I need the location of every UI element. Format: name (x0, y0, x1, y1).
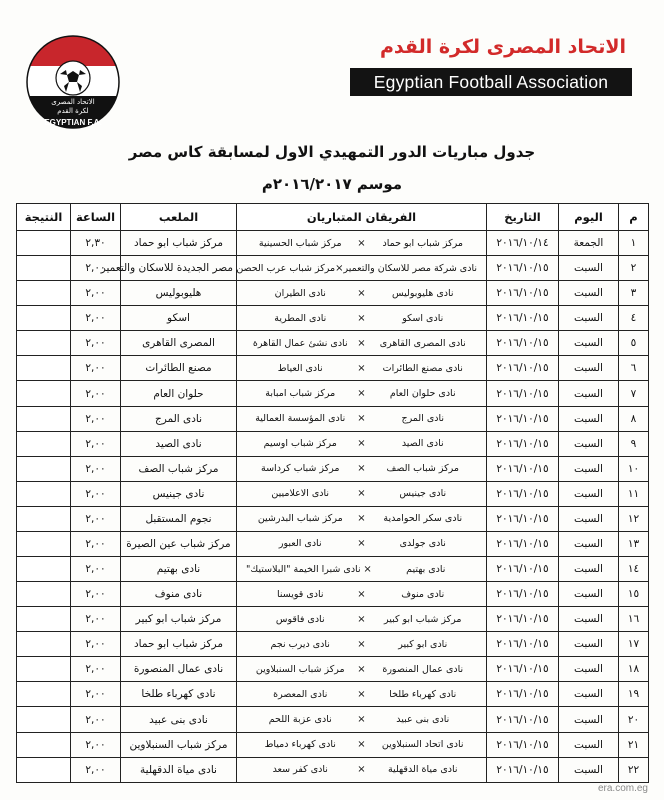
cell-result (17, 431, 71, 456)
cell-time: ٢,٠٠ (71, 657, 121, 682)
cell-time: ٢,٠٠ (71, 481, 121, 506)
table-row (17, 757, 649, 782)
cell-stadium: نادى جينيس (121, 481, 237, 506)
cell-date: ٢٠١٦/١٠/١٥ (487, 381, 559, 406)
cell-time: ٢,٠٠ (71, 431, 121, 456)
cell-num: ١٢ (619, 506, 649, 531)
cell-stadium: هليوبوليس (121, 281, 237, 306)
team-home: نادى اتحاد السنبلاوين (381, 739, 464, 751)
cell-day: السبت (559, 456, 619, 481)
table-row (17, 707, 649, 732)
cell-stadium: مركز شباب عين الصيرة (121, 531, 237, 556)
cell-day: السبت (559, 657, 619, 682)
team-away: نادى المؤسسة العمالية (255, 413, 346, 425)
cell-day: السبت (559, 481, 619, 506)
team-home: نادى عمال المنصورة (382, 663, 464, 675)
table-row (17, 607, 649, 632)
table-row (17, 231, 649, 256)
cell-day: السبت (559, 381, 619, 406)
team-away: مركز شباب السنبلاوين (255, 663, 345, 675)
cell-time: ٢,٠٠ (71, 682, 121, 707)
col-header-teams: الفريقان المتباريان (237, 204, 487, 231)
versus-separator: × (363, 563, 372, 575)
watermark: era.com.eg (597, 783, 648, 794)
cell-date: ٢٠١٦/١٠/١٥ (487, 632, 559, 657)
table-row (17, 406, 649, 431)
cell-stadium: اسكو (121, 306, 237, 331)
cell-day: السبت (559, 557, 619, 582)
versus-separator: × (357, 513, 366, 525)
cell-time: ٢,٠٠ (71, 406, 121, 431)
cell-teams (237, 256, 487, 281)
table-row (17, 356, 649, 381)
cell-day: السبت (559, 632, 619, 657)
cell-teams (237, 707, 487, 732)
matches-table (16, 203, 649, 783)
team-home: نادى هليوبوليس (391, 287, 454, 299)
cell-result (17, 607, 71, 632)
cell-date: ٢٠١٦/١٠/١٥ (487, 607, 559, 632)
team-home: نادى اسكو (402, 312, 444, 324)
cell-date: ٢٠١٦/١٠/١٤ (487, 231, 559, 256)
cell-day: السبت (559, 531, 619, 556)
cell-date: ٢٠١٦/١٠/١٥ (487, 481, 559, 506)
cell-date: ٢٠١٦/١٠/١٥ (487, 506, 559, 531)
team-away: نادى المعصرة (273, 688, 328, 700)
cell-date: ٢٠١٦/١٠/١٥ (487, 281, 559, 306)
cell-time: ٢,٠٠ (71, 331, 121, 356)
cell-time: ٢,٠٠ (71, 557, 121, 582)
cell-time: ٢,٠٠ (71, 506, 121, 531)
cell-num: ٢١ (619, 732, 649, 757)
versus-separator: × (357, 663, 366, 675)
versus-separator: × (357, 588, 366, 600)
cell-result (17, 657, 71, 682)
versus-separator: × (357, 538, 366, 550)
team-home: نادى شركة مصر للاسكان والتعمير (343, 262, 477, 274)
versus-separator: × (357, 688, 366, 700)
cell-teams (237, 531, 487, 556)
cell-day: السبت (559, 506, 619, 531)
cell-num: ٢٢ (619, 757, 649, 782)
cell-result (17, 707, 71, 732)
team-away: نادى المطرية (274, 312, 327, 324)
cell-teams (237, 356, 487, 381)
cell-num: ١٤ (619, 557, 649, 582)
cell-day: السبت (559, 707, 619, 732)
cell-teams (237, 431, 487, 456)
cell-stadium: حلوان العام (121, 381, 237, 406)
cell-result (17, 557, 71, 582)
team-away: مركز شباب عرب الحصن (236, 262, 336, 274)
efa-logo (14, 34, 132, 134)
cell-result (17, 732, 71, 757)
cell-time: ٢,٠٠ (71, 707, 121, 732)
versus-separator: × (357, 463, 366, 475)
team-away: نادى العياط (277, 362, 323, 374)
versus-separator: × (357, 312, 366, 324)
team-home: نادى جولدى (399, 538, 446, 550)
table-row (17, 331, 649, 356)
table-row (17, 506, 649, 531)
team-home: نادى المرج (401, 413, 445, 425)
team-away: مركز شباب كرداسة (261, 463, 340, 475)
document-title: جدول مباريات الدور التمهيدي الاول لمسابقة كاس مصر (128, 143, 536, 161)
cell-date: ٢٠١٦/١٠/١٥ (487, 582, 559, 607)
cell-day: السبت (559, 256, 619, 281)
versus-separator: × (357, 488, 366, 500)
cell-stadium: مركز شباب السنبلاوين (121, 732, 237, 757)
versus-separator: × (335, 262, 344, 274)
cell-time: ٢,٠٠ (71, 356, 121, 381)
cell-num: ٨ (619, 406, 649, 431)
team-home: نادى منوف (401, 588, 445, 600)
versus-separator: × (357, 438, 366, 450)
cell-teams (237, 732, 487, 757)
team-away: نادى شبرا الخيمة "البلاستيك" (246, 563, 361, 575)
team-away: نادى العبور (278, 538, 322, 550)
cell-result (17, 331, 71, 356)
cell-num: ٢٠ (619, 707, 649, 732)
cell-result (17, 231, 71, 256)
cell-teams (237, 456, 487, 481)
cell-num: ٤ (619, 306, 649, 331)
cell-num: ١٠ (619, 456, 649, 481)
team-away: مركز شباب الحسينية (258, 237, 342, 249)
versus-separator: × (357, 764, 366, 776)
col-header-date: التاريخ (487, 204, 559, 231)
team-away: نادى الطيران (274, 287, 326, 299)
cell-result (17, 582, 71, 607)
cell-date: ٢٠١٦/١٠/١٥ (487, 657, 559, 682)
team-home: نادى حلوان العام (389, 388, 456, 399)
cell-stadium: نادى منوف (121, 582, 237, 607)
cell-date: ٢٠١٦/١٠/١٥ (487, 757, 559, 782)
versus-separator: × (357, 237, 366, 249)
team-home: نادى المصرى القاهرى (379, 337, 466, 349)
cell-date: ٢٠١٦/١٠/١٥ (487, 331, 559, 356)
cell-time: ٢,٠٠ (71, 381, 121, 406)
cell-time: ٢,٣٠ (71, 231, 121, 256)
cell-day: السبت (559, 356, 619, 381)
cell-result (17, 506, 71, 531)
team-away: نادى كهرباء دمياط (264, 739, 336, 751)
team-away: مركز شباب اوسيم (263, 438, 337, 450)
versus-separator: × (357, 638, 366, 650)
cell-stadium: المصرى القاهرى (121, 331, 237, 356)
versus-separator: × (357, 337, 366, 349)
team-home: نادى بنى عبيد (396, 714, 450, 726)
cell-result (17, 281, 71, 306)
cell-date: ٢٠١٦/١٠/١٥ (487, 557, 559, 582)
versus-separator: × (357, 388, 366, 399)
cell-time: ٢,٠٠ (71, 256, 121, 281)
team-away: نادى فاقوس (275, 613, 325, 625)
cell-date: ٢٠١٦/١٠/١٥ (487, 531, 559, 556)
cell-teams (237, 657, 487, 682)
cell-teams (237, 481, 487, 506)
svg-text:الاتحاد المصرى: الاتحاد المصرى (51, 98, 95, 106)
cell-teams (237, 406, 487, 431)
cell-date: ٢٠١٦/١٠/١٥ (487, 732, 559, 757)
cell-teams (237, 281, 487, 306)
cell-result (17, 456, 71, 481)
cell-stadium: نادى الصيد (121, 431, 237, 456)
cell-num: ١٦ (619, 607, 649, 632)
cell-teams (237, 757, 487, 782)
cell-num: ٥ (619, 331, 649, 356)
cell-day: السبت (559, 732, 619, 757)
col-header-time: الساعة (71, 204, 121, 231)
cell-date: ٢٠١٦/١٠/١٥ (487, 682, 559, 707)
cell-stadium: مركز شباب ابو حماد (121, 231, 237, 256)
table-row (17, 632, 649, 657)
cell-teams (237, 682, 487, 707)
svg-text:لكرة القدم: لكرة القدم (57, 107, 89, 115)
team-away: مركز شباب امبابة (265, 388, 336, 399)
cell-date: ٢٠١٦/١٠/١٥ (487, 406, 559, 431)
team-home: مركز شباب ابو كبير (383, 613, 462, 625)
cell-num: ١١ (619, 481, 649, 506)
team-away: نادى نشئ عمال القاهرة (252, 337, 348, 349)
col-header-num: م (619, 204, 649, 231)
cell-stadium: نادى المرج (121, 406, 237, 431)
versus-separator: × (357, 287, 366, 299)
table-row (17, 682, 649, 707)
cell-stadium: مركز شباب ابو حماد (121, 632, 237, 657)
cell-date: ٢٠١٦/١٠/١٥ (487, 256, 559, 281)
cell-num: ١٩ (619, 682, 649, 707)
versus-separator: × (357, 613, 366, 625)
cell-time: ٢,٠٠ (71, 607, 121, 632)
cell-result (17, 682, 71, 707)
cell-day: السبت (559, 607, 619, 632)
cell-day: السبت (559, 431, 619, 456)
team-away: نادى الاعلاميين (271, 488, 330, 500)
team-away: مركز شباب البدرشين (257, 513, 343, 525)
team-home: نادى جينيس (399, 488, 447, 500)
document-season: موسم ٢٠١٦/٢٠١٧م (261, 175, 403, 193)
cell-result (17, 356, 71, 381)
table-row (17, 582, 649, 607)
team-home: نادى ابو كبير (398, 638, 448, 650)
table-row (17, 456, 649, 481)
cell-result (17, 256, 71, 281)
association-title-english: Egyptian Football Association (350, 68, 632, 96)
team-home: نادى مياة الدقهلية (387, 764, 458, 776)
cell-time: ٢,٠٠ (71, 732, 121, 757)
cell-num: ١٨ (619, 657, 649, 682)
table-row (17, 531, 649, 556)
cell-date: ٢٠١٦/١٠/١٥ (487, 431, 559, 456)
table-row (17, 481, 649, 506)
cell-stadium: نادى مياة الدقهلية (121, 757, 237, 782)
cell-num: ٦ (619, 356, 649, 381)
cell-num: ١٣ (619, 531, 649, 556)
svg-text:EGYPTIAN F.A.: EGYPTIAN F.A. (44, 118, 102, 127)
team-away: نادى عزبة اللحم (268, 714, 332, 726)
versus-separator: × (357, 362, 366, 374)
cell-stadium: مركز شباب الصف (121, 456, 237, 481)
cell-day: السبت (559, 306, 619, 331)
col-header-result: النتيجة (17, 204, 71, 231)
cell-teams (237, 381, 487, 406)
cell-teams (237, 607, 487, 632)
team-home: نادى سكر الحوامدية (383, 513, 463, 525)
cell-day: السبت (559, 406, 619, 431)
cell-day: الجمعة (559, 231, 619, 256)
cell-result (17, 632, 71, 657)
col-header-stadium: الملعب (121, 204, 237, 231)
cell-day: السبت (559, 331, 619, 356)
cell-time: ٢,٠٠ (71, 306, 121, 331)
cell-stadium: نادى بهتيم (121, 557, 237, 582)
cell-result (17, 481, 71, 506)
team-away: نادى ديرب نجم (270, 638, 330, 650)
table-header-row (17, 204, 649, 231)
table-row (17, 306, 649, 331)
col-header-day: اليوم (559, 204, 619, 231)
cell-date: ٢٠١٦/١٠/١٥ (487, 456, 559, 481)
cell-teams (237, 306, 487, 331)
cell-day: السبت (559, 682, 619, 707)
versus-separator: × (357, 739, 366, 751)
cell-stadium: مركز شباب ابو كبير (121, 607, 237, 632)
table-row (17, 281, 649, 306)
cell-date: ٢٠١٦/١٠/١٥ (487, 356, 559, 381)
cell-num: ٣ (619, 281, 649, 306)
cell-stadium: نادى كهرباء طلخا (121, 682, 237, 707)
cell-teams (237, 231, 487, 256)
cell-result (17, 406, 71, 431)
cell-day: السبت (559, 582, 619, 607)
table-row (17, 557, 649, 582)
team-home: مركز شباب ابو حماد (382, 237, 463, 249)
cell-stadium: نادى بنى عبيد (121, 707, 237, 732)
cell-num: ١٥ (619, 582, 649, 607)
team-home: نادى كهرباء طلخا (389, 688, 457, 700)
cell-result (17, 381, 71, 406)
team-away: نادى كفر سعد (272, 764, 328, 776)
table-row (17, 381, 649, 406)
cell-teams (237, 582, 487, 607)
table-row (17, 732, 649, 757)
cell-num: ١٧ (619, 632, 649, 657)
cell-num: ٢ (619, 256, 649, 281)
cell-result (17, 531, 71, 556)
cell-num: ٧ (619, 381, 649, 406)
cell-num: ٩ (619, 431, 649, 456)
cell-time: ٢,٠٠ (71, 632, 121, 657)
team-home: نادى الصيد (401, 438, 444, 450)
cell-result (17, 757, 71, 782)
cell-stadium: مصنع الطائرات (121, 356, 237, 381)
cell-result (17, 306, 71, 331)
cell-teams (237, 506, 487, 531)
team-away: نادى قويسنا (276, 588, 324, 600)
table-row (17, 256, 649, 281)
cell-stadium: مصر الجديدة للاسكان والتعمير (121, 256, 237, 281)
team-home: نادى بهتيم (406, 563, 446, 575)
table-row (17, 431, 649, 456)
cell-teams (237, 331, 487, 356)
cell-date: ٢٠١٦/١٠/١٥ (487, 707, 559, 732)
cell-time: ٢,٠٠ (71, 757, 121, 782)
versus-separator: × (357, 714, 366, 726)
association-title-arabic: الاتحاد المصرى لكرة القدم (380, 36, 626, 58)
cell-stadium: نجوم المستقبل (121, 506, 237, 531)
cell-num: ١ (619, 231, 649, 256)
cell-day: السبت (559, 281, 619, 306)
team-home: نادى مصنع الطائرات (382, 362, 463, 374)
cell-stadium: نادى عمال المنصورة (121, 657, 237, 682)
table-row (17, 657, 649, 682)
cell-time: ٢,٠٠ (71, 531, 121, 556)
team-home: مركز شباب الصف (386, 463, 459, 475)
cell-teams (237, 632, 487, 657)
cell-date: ٢٠١٦/١٠/١٥ (487, 306, 559, 331)
versus-separator: × (357, 413, 366, 425)
cell-day: السبت (559, 757, 619, 782)
cell-time: ٢,٠٠ (71, 281, 121, 306)
cell-teams (237, 557, 487, 582)
cell-time: ٢,٠٠ (71, 582, 121, 607)
cell-time: ٢,٠٠ (71, 456, 121, 481)
